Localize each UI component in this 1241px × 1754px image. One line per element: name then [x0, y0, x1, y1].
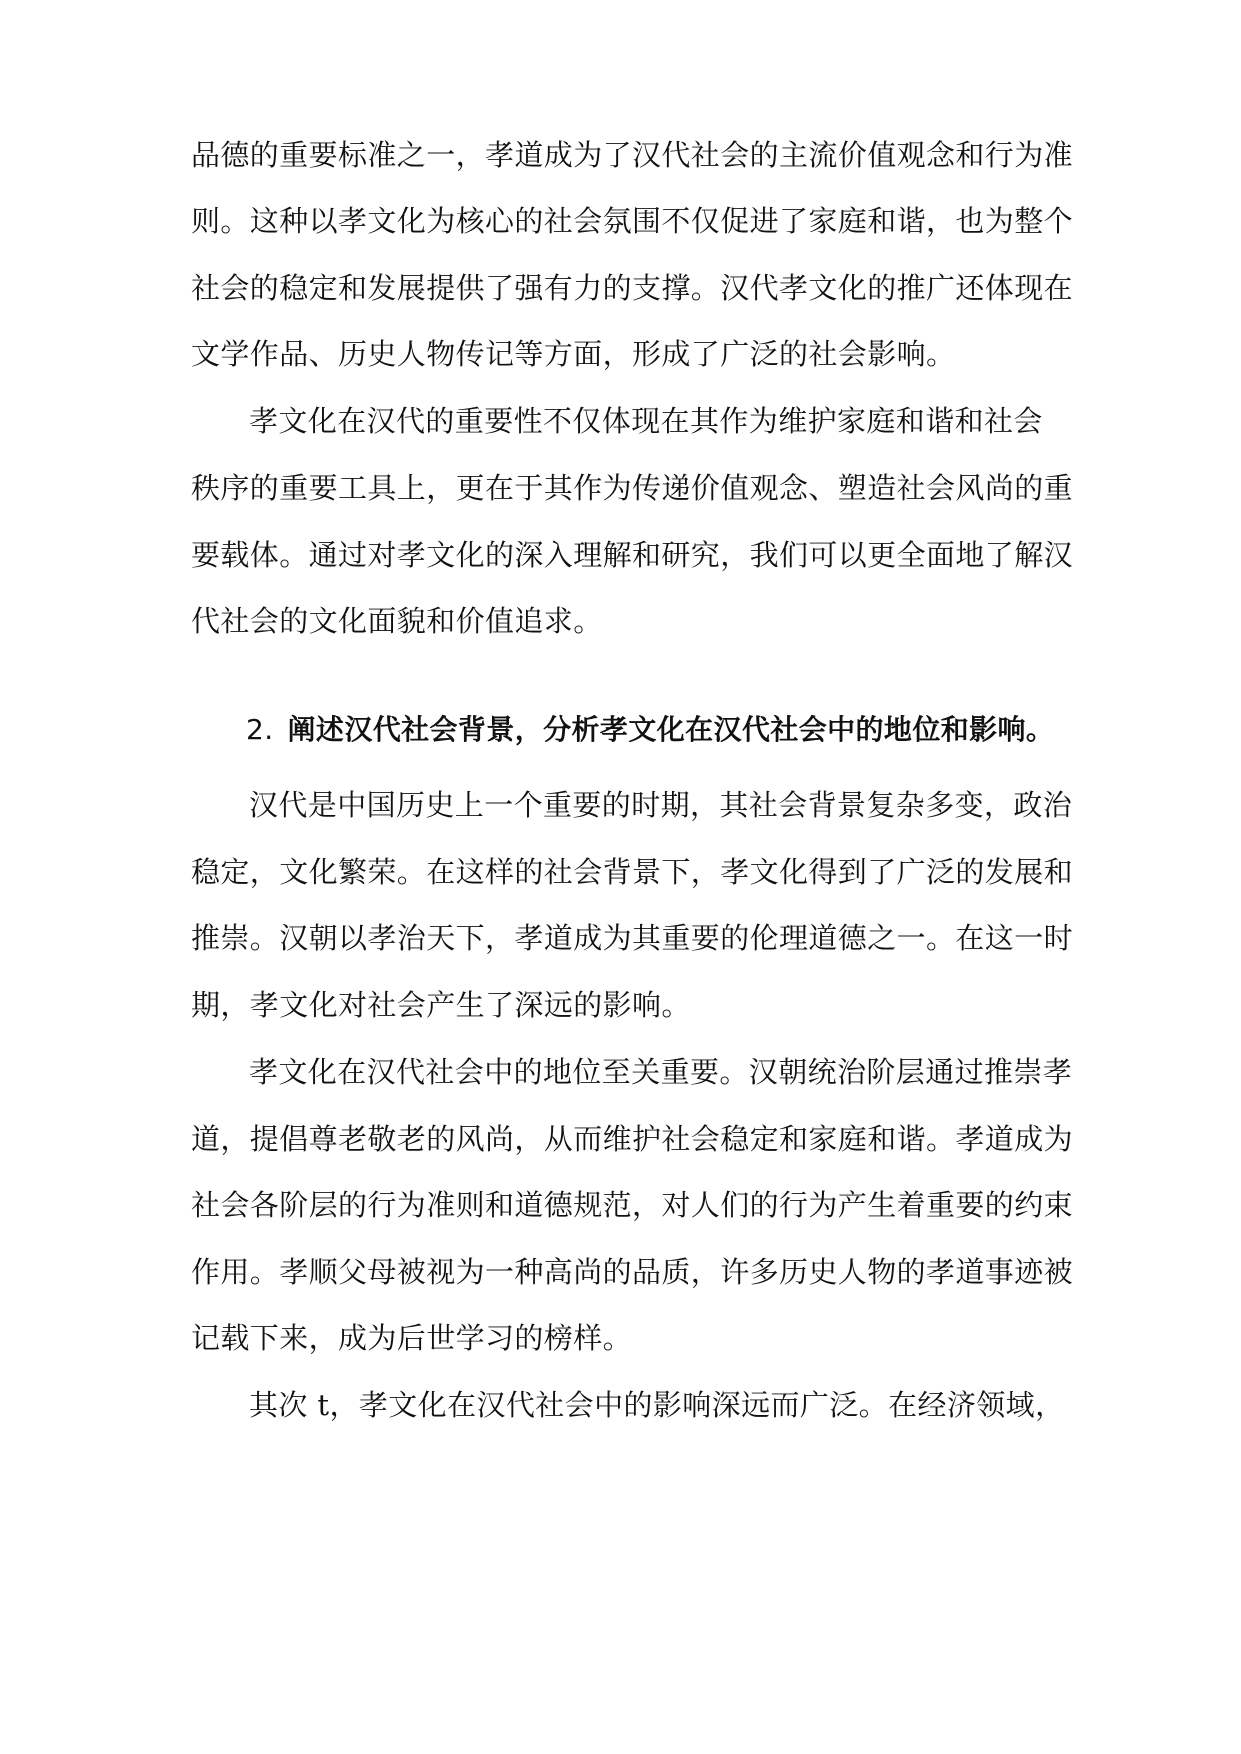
paragraph-line: 秩序的重要工具上，更在于其作为传递价值观念、塑造社会风尚的重: [191, 471, 1074, 505]
paragraph-line: 代社会的文化面貌和价值追求。: [191, 604, 603, 638]
section-title: 阐述汉代社会背景，分析孝文化在汉代社会中的地位和影响。: [287, 713, 1055, 746]
paragraph-line: 要载体。通过对孝文化的深入理解和研究，我们可以更全面地了解汉: [191, 538, 1074, 572]
paragraph-line: 稳定，文化繁荣。在这样的社会背景下，孝文化得到了广泛的发展和: [191, 855, 1074, 889]
paragraph-line: 社会的稳定和发展提供了强有力的支撑。汉代孝文化的推广还体现在: [191, 271, 1074, 305]
paragraph-line: 汉代是中国历史上一个重要的时期，其社会背景复杂多变，政治: [249, 788, 1073, 822]
paragraph-line: 孝文化在汉代的重要性不仅体现在其作为维护家庭和谐和社会: [249, 404, 1043, 438]
paragraph-line: 期，孝文化对社会产生了深远的影响。: [191, 988, 691, 1022]
section-number: 2.: [246, 713, 274, 746]
paragraph-line: 作用。孝顺父母被视为一种高尚的品质，许多历史人物的孝道事迹被: [191, 1255, 1074, 1289]
paragraph-line: 记载下来，成为后世学习的榜样。: [191, 1321, 633, 1355]
paragraph-line: 社会各阶层的行为准则和道德规范，对人们的行为产生着重要的约束: [191, 1188, 1074, 1222]
paragraph-line: 品德的重要标准之一，孝道成为了汉代社会的主流价值观念和行为准: [191, 138, 1074, 172]
paragraph-line: 推崇。汉朝以孝治天下，孝道成为其重要的伦理道德之一。在这一时: [191, 921, 1074, 955]
paragraph-line: 其次 t，孝文化在汉代社会中的影响深远而广泛。在经济领域，: [249, 1388, 1065, 1422]
paragraph-line: 文学作品、历史人物传记等方面，形成了广泛的社会影响。: [191, 337, 956, 371]
paragraph-line: 孝文化在汉代社会中的地位至关重要。汉朝统治阶层通过推崇孝: [249, 1055, 1073, 1089]
paragraph-line: 道，提倡尊老敬老的风尚，从而维护社会稳定和家庭和谐。孝道成为: [191, 1122, 1074, 1156]
section-heading: [246, 712, 1076, 748]
paragraph-line: 则。这种以孝文化为核心的社会氛围不仅促进了家庭和谐，也为整个: [191, 204, 1074, 238]
